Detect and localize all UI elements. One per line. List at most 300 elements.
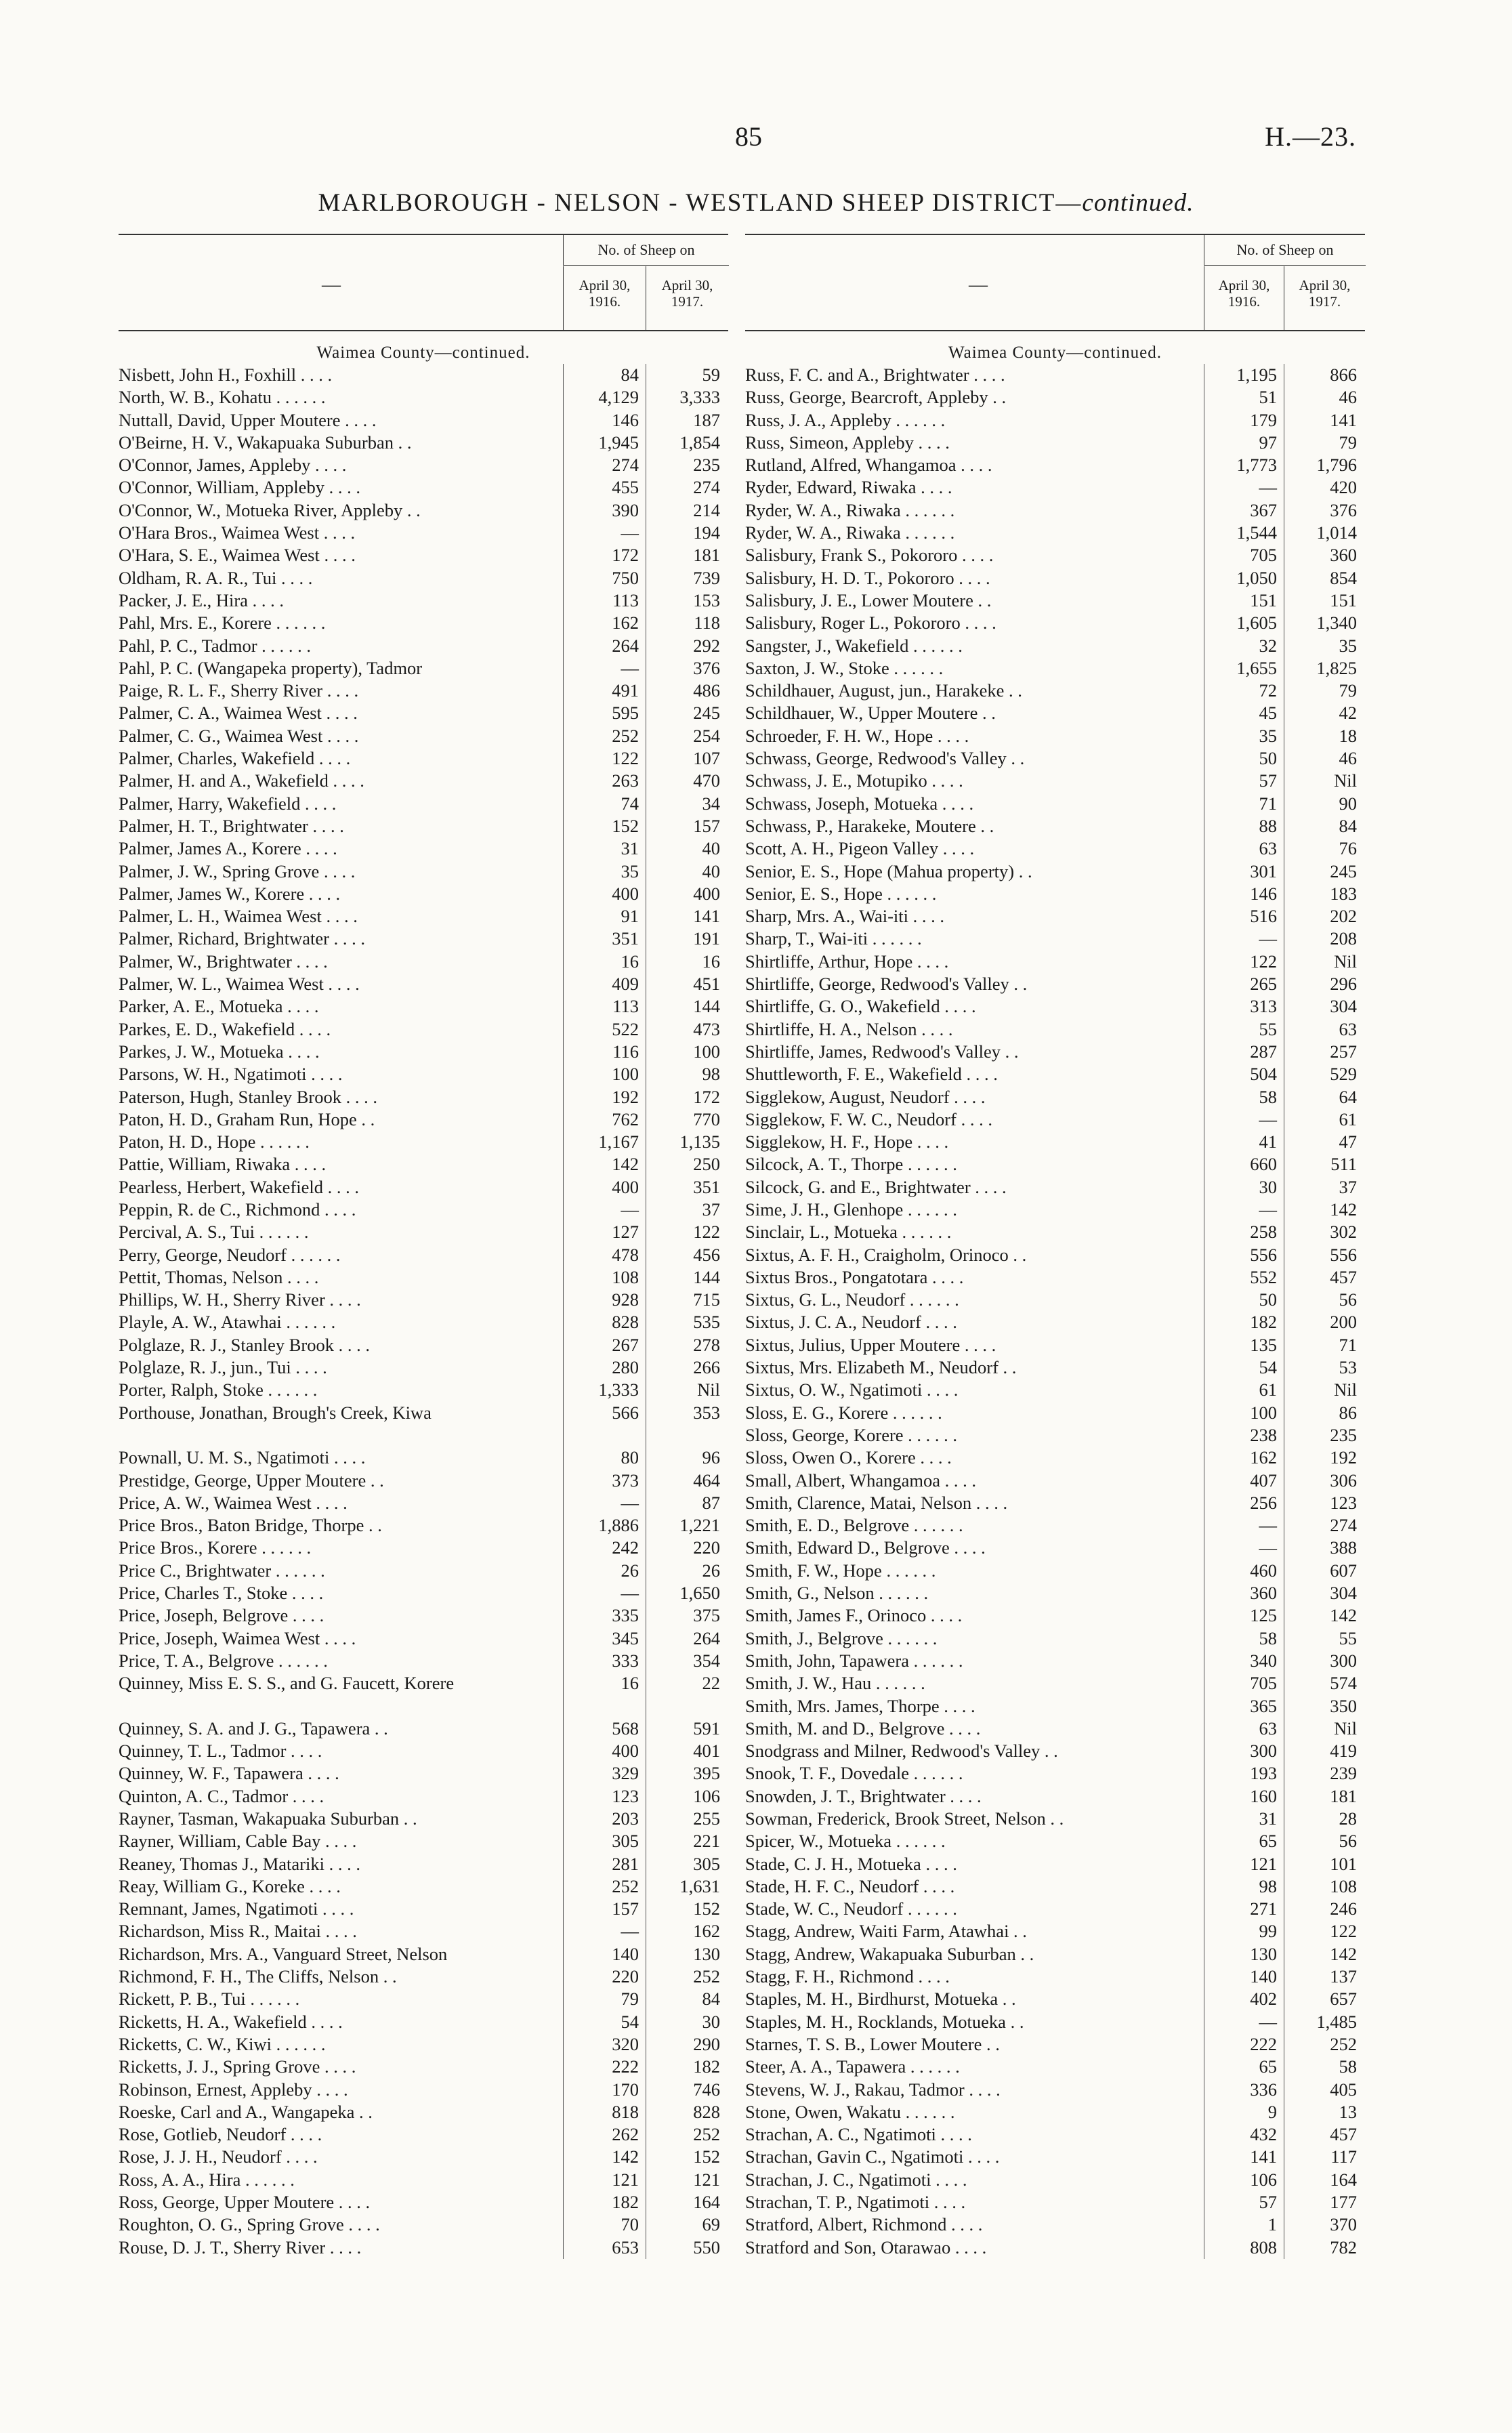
holder-name: Stagg, Andrew, Waiti Farm, Atawhai . .	[745, 1921, 1027, 1942]
sheep-1917: 245	[1330, 860, 1357, 881]
holder-name: Robinson, Ernest, Appleby . . . .	[119, 2079, 348, 2100]
sheep-1917: 739	[693, 567, 720, 588]
sheep-1917: 257	[1330, 1041, 1357, 1062]
holder-name: Smith, John, Tapawera . . . . . .	[745, 1650, 963, 1671]
sheep-1917: 220	[693, 1537, 720, 1558]
table-row	[745, 2101, 1365, 2123]
sheep-1916: 220	[612, 1966, 639, 1987]
holder-name: Percival, A. S., Tui . . . . . .	[119, 1222, 309, 1243]
sheep-1916: 928	[612, 1289, 639, 1310]
holder-name: Shuttleworth, F. E., Wakefield . . . .	[745, 1064, 998, 1085]
sheep-1917: 164	[693, 2192, 720, 2213]
page-number: 85	[735, 121, 762, 152]
table-row	[745, 1153, 1365, 1176]
table-row	[745, 1650, 1365, 1672]
table-row	[745, 1627, 1365, 1650]
holder-name: Russ, George, Bearcroft, Appleby . .	[745, 387, 1007, 408]
table-row	[119, 1334, 728, 1356]
table-row	[119, 1199, 728, 1221]
sheep-1917: Nil	[697, 1379, 720, 1400]
holder-name: Smith, M. and D., Belgrove . . . .	[745, 1718, 981, 1739]
sheep-1917: 30	[702, 2011, 720, 2032]
sheep-1917: 13	[1339, 2101, 1357, 2122]
sheep-1917: 194	[693, 522, 720, 543]
sheep-1917: 40	[702, 838, 720, 859]
sheep-1916: 660	[1250, 1154, 1277, 1175]
holder-name: Palmer, Richard, Brightwater . . . .	[119, 928, 365, 949]
sheep-1917: 101	[1330, 1853, 1357, 1874]
holder-name: Russ, F. C. and A., Brightwater . . . .	[745, 365, 1005, 385]
sheep-1917: 214	[693, 499, 720, 520]
table-row	[745, 544, 1365, 566]
holder-name: Rose, J. J. H., Neudorf . . . .	[119, 2146, 318, 2167]
sheep-1917: 107	[693, 748, 720, 769]
holder-name: Shirtliffe, H. A., Nelson . . . .	[745, 1018, 953, 1039]
sheep-1916: 98	[1259, 1875, 1277, 1896]
sheep-1916: 4,129	[598, 387, 639, 408]
table-row	[745, 499, 1365, 522]
holder-name: Russ, J. A., Appleby . . . . . .	[745, 409, 946, 430]
holder-name: North, W. B., Kohatu . . . . . .	[119, 387, 326, 408]
holder-name: Smith, Mrs. James, Thorpe . . . .	[745, 1695, 975, 1716]
sheep-1916: 151	[1250, 589, 1277, 610]
table-row	[745, 1943, 1365, 1966]
holder-name: Rutland, Alfred, Whangamoa . . . .	[745, 455, 992, 476]
sheep-1916: 1,333	[598, 1379, 639, 1400]
sheep-1917: 183	[1330, 883, 1357, 904]
table-row	[745, 364, 1365, 386]
sheep-1916: —	[1259, 1199, 1277, 1220]
sheep-1917: 486	[693, 680, 720, 701]
right-table	[745, 234, 1365, 2259]
sheep-1917: 511	[1330, 1154, 1357, 1175]
sheep-1916: 116	[612, 1041, 639, 1062]
sheep-1916: 274	[612, 455, 639, 476]
sheep-1917: 354	[693, 1650, 720, 1671]
table-row	[745, 837, 1365, 860]
table-row	[745, 432, 1365, 454]
holder-name: Quinney, T. L., Tadmor . . . .	[119, 1741, 322, 1762]
holder-name: Shirtliffe, Arthur, Hope . . . .	[745, 951, 949, 972]
table-row	[745, 1176, 1365, 1199]
sheep-1916: 373	[612, 1470, 639, 1491]
holder-name: Stagg, Andrew, Wakapuaka Suburban . .	[745, 1943, 1034, 1964]
sheep-1916: —	[621, 1492, 639, 1513]
holder-name: Rayner, William, Cable Bay . . . .	[119, 1831, 357, 1852]
table-row	[745, 995, 1365, 1018]
sheep-1917: 1,340	[1316, 612, 1357, 633]
sheep-1916: 130	[1250, 1943, 1277, 1964]
header-col-1917	[646, 266, 728, 330]
table-row	[119, 1447, 728, 1469]
sheep-1917: 200	[1330, 1312, 1357, 1333]
holder-name: Strachan, T. P., Ngatimoti . . . .	[745, 2192, 966, 2213]
sheep-1916: 84	[621, 365, 639, 385]
holder-name: Sigglekow, F. W. C., Neudorf . . . .	[745, 1108, 992, 1129]
sheep-1916: —	[1259, 1108, 1277, 1129]
holder-name: Salisbury, Roger L., Pokororo . . . .	[745, 612, 996, 633]
table-row	[119, 657, 728, 680]
holder-name: Saxton, J. W., Stoke . . . . . .	[745, 657, 944, 678]
table-row	[745, 1424, 1365, 1447]
table-row	[119, 544, 728, 566]
sheep-1917: 162	[693, 1921, 720, 1942]
table-row	[119, 1356, 728, 1379]
table-row	[745, 1808, 1365, 1830]
sheep-1917: 535	[693, 1312, 720, 1333]
table-row	[745, 1311, 1365, 1333]
sheep-1916: 142	[612, 1154, 639, 1175]
holder-name: Ryder, W. A., Riwaka . . . . . .	[745, 499, 955, 520]
section-heading: Waimea County—continued.	[948, 344, 1162, 362]
sheep-1917: 182	[693, 2056, 720, 2077]
holder-name: Silcock, A. T., Thorpe . . . . . .	[745, 1154, 957, 1175]
sheep-1916: 522	[612, 1018, 639, 1039]
holder-name: Sixtus, J. C. A., Neudorf . . . .	[745, 1312, 957, 1333]
table-row	[119, 928, 728, 950]
sheep-1916: 313	[1250, 996, 1277, 1017]
page-title	[0, 188, 1512, 217]
sheep-1917: 42	[1339, 703, 1357, 724]
sheep-1916: 1,167	[598, 1131, 639, 1152]
sheep-1916: 568	[612, 1718, 639, 1739]
sheep-1916: 252	[612, 725, 639, 746]
holder-name: O'Connor, William, Appleby . . . .	[119, 477, 360, 498]
holder-name: Stratford and Son, Otarawao . . . .	[745, 2237, 987, 2258]
holder-name: Parkes, E. D., Wakefield . . . .	[119, 1018, 331, 1039]
table-row	[745, 1853, 1365, 1875]
table-row	[745, 1740, 1365, 1762]
holder-name: Roughton, O. G., Spring Grove . . . .	[119, 2214, 380, 2235]
sheep-1916: 51	[1259, 387, 1277, 408]
holder-name: Sixtus, Mrs. Elizabeth M., Neudorf . .	[745, 1357, 1017, 1378]
table-row	[745, 860, 1365, 883]
table-row	[119, 1311, 728, 1333]
sheep-1916: 263	[612, 770, 639, 791]
holder-name: Stade, H. F. C., Neudorf . . . .	[745, 1875, 955, 1896]
table-row	[119, 1560, 728, 1582]
holder-name: Sixtus Bros., Pongatotara . . . .	[745, 1266, 964, 1287]
table-row	[745, 928, 1365, 950]
holder-name: Smith, J., Belgrove . . . . . .	[745, 1627, 938, 1648]
table-row	[119, 2169, 728, 2191]
holder-name: Pahl, P. C., Tadmor . . . . . .	[119, 635, 312, 656]
holder-name: Phillips, W. H., Sherry River . . . .	[119, 1289, 361, 1310]
right-rows	[745, 364, 1365, 2259]
table-row	[119, 1470, 728, 1492]
sheep-1916: 360	[1250, 1583, 1277, 1604]
sheep-1917: 137	[1330, 1966, 1357, 1987]
sheep-1917: 255	[693, 1808, 720, 1829]
title-continued: continued.	[1082, 189, 1194, 217]
holder-name: Price, Joseph, Belgrove . . . .	[119, 1605, 324, 1626]
sheep-1917: 550	[693, 2237, 720, 2258]
holder-name: O'Connor, James, Appleby . . . .	[119, 455, 347, 476]
table-row	[745, 1492, 1365, 1514]
table-row	[119, 1582, 728, 1604]
table-row	[745, 725, 1365, 747]
sheep-1917: 192	[1330, 1447, 1357, 1468]
sheep-1916: 252	[612, 1875, 639, 1896]
table-row	[119, 409, 728, 432]
table-row	[745, 1447, 1365, 1469]
table-row	[745, 1582, 1365, 1604]
holder-name: Rickett, P. B., Tui . . . . . .	[119, 1989, 300, 2010]
holder-name: Steer, A. A., Tapawera . . . . . .	[745, 2056, 960, 2077]
sheep-1916: 504	[1250, 1064, 1277, 1085]
sheep-1916: 367	[1250, 499, 1277, 520]
table-row	[745, 2033, 1365, 2056]
table-row	[119, 1018, 728, 1041]
sheep-1917: 76	[1339, 838, 1357, 859]
holder-name: Stade, W. C., Neudorf . . . . . .	[745, 1898, 957, 1919]
sheep-1916: 16	[621, 1673, 639, 1694]
table-row	[119, 454, 728, 476]
sheep-1916: —	[1259, 928, 1277, 949]
sheep-1917: 457	[1330, 1266, 1357, 1287]
header-col-1917	[1284, 266, 1365, 330]
sheep-1916: 432	[1250, 2124, 1277, 2145]
holder-name: Quinney, Miss E. S. S., and G. Faucett, Korere	[119, 1673, 455, 1694]
table-row	[745, 1063, 1365, 1085]
table-row	[745, 747, 1365, 770]
sheep-1917: 866	[1330, 365, 1357, 385]
table-row	[119, 815, 728, 837]
sheep-1917: 123	[1330, 1492, 1357, 1513]
sheep-1917: 84	[1339, 815, 1357, 836]
sheep-1916: 1,655	[1236, 657, 1277, 678]
holder-name: Salisbury, H. D. T., Pokororo . . . .	[745, 567, 990, 588]
sheep-1917: 191	[693, 928, 720, 949]
sheep-1917: 59	[702, 365, 720, 385]
left-table	[119, 234, 728, 2259]
sheep-1916: 407	[1250, 1470, 1277, 1491]
table-row	[119, 432, 728, 454]
table-row	[119, 860, 728, 883]
sheep-1917: 164	[1330, 2169, 1357, 2190]
sheep-1916: 400	[612, 883, 639, 904]
title-main: MARLBOROUGH - NELSON - WESTLAND SHEEP DISTRICT—	[318, 189, 1083, 217]
sheep-1916: 45	[1259, 703, 1277, 724]
table-row	[745, 1966, 1365, 1988]
sheep-1916: 818	[612, 2101, 639, 2122]
table-row	[745, 1785, 1365, 1808]
sheep-1917: 98	[702, 1064, 720, 1085]
table-row	[119, 1830, 728, 1852]
holder-name: Schroeder, F. H. W., Hope . . . .	[745, 725, 969, 746]
table-row	[119, 1740, 728, 1762]
table-row	[119, 2123, 728, 2146]
holder-name: Sixtus, Julius, Upper Moutere . . . .	[745, 1334, 996, 1355]
holder-name: Rose, Gotlieb, Neudorf . . . .	[119, 2124, 322, 2145]
sheep-1917: 221	[693, 1831, 720, 1852]
holder-name: Price, Charles T., Stoke . . . .	[119, 1583, 324, 1604]
sheep-1916: 54	[1259, 1357, 1277, 1378]
document-reference: H.—23.	[1265, 121, 1356, 152]
holder-name: Smith, Clarence, Matai, Nelson . . . .	[745, 1492, 1008, 1513]
holder-name: Sloss, Owen O., Korere . . . .	[745, 1447, 952, 1468]
holder-name: Sinclair, L., Motueka . . . . . .	[745, 1222, 952, 1243]
sheep-1916: 70	[621, 2214, 639, 2235]
sheep-1917: 854	[1330, 567, 1357, 588]
holder-name: Nisbett, John H., Foxhill . . . .	[119, 365, 333, 385]
sheep-1916: —	[621, 1921, 639, 1942]
sheep-1916: —	[621, 522, 639, 543]
holder-name: Strachan, A. C., Ngatimoti . . . .	[745, 2124, 972, 2145]
sheep-1917: 292	[693, 635, 720, 656]
sheep-1917: 47	[1339, 1131, 1357, 1152]
table-row	[745, 522, 1365, 544]
sheep-1917: Nil	[1334, 951, 1357, 972]
sheep-1916: 140	[1250, 1966, 1277, 1987]
sheep-1916: 365	[1250, 1695, 1277, 1716]
sheep-1917: 405	[1330, 2079, 1357, 2100]
sheep-1917: 144	[693, 1266, 720, 1287]
table-row	[119, 1627, 728, 1650]
sheep-1916: 336	[1250, 2079, 1277, 2100]
holder-name: Schwass, P., Harakeke, Moutere . .	[745, 815, 994, 836]
sheep-1916: 99	[1259, 1921, 1277, 1942]
table-row	[745, 905, 1365, 928]
sheep-1916: 80	[621, 1447, 639, 1468]
holder-name: Oldham, R. A. R., Tui . . . .	[119, 567, 313, 588]
table-row	[745, 476, 1365, 499]
sheep-1916: 300	[1250, 1741, 1277, 1762]
sheep-1916: 65	[1259, 2056, 1277, 2077]
sheep-1917: 1,796	[1316, 455, 1357, 476]
sheep-1917: 419	[1330, 1741, 1357, 1762]
table-row	[119, 1402, 728, 1447]
sheep-1917: 1,135	[679, 1131, 720, 1152]
sheep-1916: 54	[621, 2011, 639, 2032]
table-row	[119, 1086, 728, 1108]
sheep-1916: 265	[1250, 974, 1277, 995]
sheep-1916: 9	[1267, 2101, 1277, 2122]
holder-name: Palmer, James W., Korere . . . .	[119, 883, 341, 904]
holder-name: Stevens, W. J., Rakau, Tadmor . . . .	[745, 2079, 1001, 2100]
sheep-1917: 151	[1330, 589, 1357, 610]
sheep-1917: 37	[702, 1199, 720, 1220]
sheep-1916: 31	[621, 838, 639, 859]
sheep-1916: 65	[1259, 1831, 1277, 1852]
table-row	[119, 770, 728, 792]
table-row	[119, 1108, 728, 1131]
sheep-1917: 40	[702, 860, 720, 881]
table-row	[119, 386, 728, 409]
sheep-1916: 146	[1250, 883, 1277, 904]
sheep-1916: 74	[621, 793, 639, 814]
table-row	[119, 2237, 728, 2259]
sheep-1917: 350	[1330, 1695, 1357, 1716]
holder-name: Sloss, E. G., Korere . . . . . .	[745, 1402, 942, 1423]
table-row	[119, 747, 728, 770]
table-row	[745, 2169, 1365, 2191]
sheep-1916: 32	[1259, 635, 1277, 656]
holder-name: Smith, G., Nelson . . . . . .	[745, 1583, 929, 1604]
sheep-1916: 121	[1250, 1853, 1277, 1874]
holder-name: O'Hara Bros., Waimea West . . . .	[119, 522, 356, 543]
sheep-1916: 35	[1259, 725, 1277, 746]
sheep-1916: 409	[612, 974, 639, 995]
sheep-1916: 390	[612, 499, 639, 520]
table-row	[119, 1672, 728, 1718]
sheep-1916: 16	[621, 951, 639, 972]
sheep-1917: Nil	[1334, 770, 1357, 791]
holder-name: Rouse, D. J. T., Sherry River . . . .	[119, 2237, 362, 2258]
sheep-1916: 242	[612, 1537, 639, 1558]
sheep-1917: 300	[1330, 1650, 1357, 1671]
sheep-1916: 26	[621, 1560, 639, 1581]
sheep-1917: 274	[693, 477, 720, 498]
table-row	[119, 1176, 728, 1199]
sheep-1916: 172	[612, 545, 639, 566]
sheep-1917: 607	[1330, 1560, 1357, 1581]
sheep-1917: 63	[1339, 1018, 1357, 1039]
holder-name: O'Connor, W., Motueka River, Appleby . .	[119, 499, 421, 520]
sheep-1916: 157	[612, 1898, 639, 1919]
sheep-1917: 142	[1330, 1943, 1357, 1964]
sheep-1916: 121	[612, 2169, 639, 2190]
table-row	[745, 567, 1365, 589]
holder-name: Shirtliffe, George, Redwood's Valley . .	[745, 974, 1028, 995]
sheep-1917: 375	[693, 1605, 720, 1626]
sheep-1916: —	[621, 657, 639, 678]
table-row	[745, 1108, 1365, 1131]
sheep-1917: 26	[702, 1560, 720, 1581]
sheep-1916: 162	[1250, 1447, 1277, 1468]
sheep-1916: 108	[612, 1266, 639, 1287]
sheep-1917: 1,650	[679, 1583, 720, 1604]
holder-name: Sharp, Mrs. A., Wai-iti . . . .	[745, 906, 945, 927]
holder-name: Sharp, T., Wai-iti . . . . . .	[745, 928, 922, 949]
sheep-1917: 100	[693, 1041, 720, 1062]
sheep-1917: 302	[1330, 1222, 1357, 1243]
holder-name: Sigglekow, August, Neudorf . . . .	[745, 1086, 986, 1107]
sheep-1916: —	[1259, 477, 1277, 498]
sheep-1917: 46	[1339, 748, 1357, 769]
table-row	[745, 1470, 1365, 1492]
sheep-1916: 123	[612, 1785, 639, 1806]
holder-name: Starnes, T. S. B., Lower Moutere . .	[745, 2033, 1000, 2054]
sheep-1917: 296	[1330, 974, 1357, 995]
holder-name: Senior, E. S., Hope (Mahua property) . .	[745, 860, 1032, 881]
sheep-1917: 96	[702, 1447, 720, 1468]
table-row	[745, 1762, 1365, 1785]
sheep-1917: 376	[693, 657, 720, 678]
sheep-1916: 320	[612, 2033, 639, 2054]
table-row	[745, 1086, 1365, 1108]
table-row	[745, 1018, 1365, 1041]
holder-name: Russ, Simeon, Appleby . . . .	[745, 432, 950, 453]
holder-name: Sime, J. H., Glenhope . . . . . .	[745, 1199, 957, 1220]
sheep-1916: 262	[612, 2124, 639, 2145]
header-group-label: No. of Sheep on	[563, 235, 729, 266]
table-row	[745, 2237, 1365, 2259]
sheep-1916: 58	[1259, 1086, 1277, 1107]
sheep-1916: 335	[612, 1605, 639, 1626]
table-row	[745, 1244, 1365, 1266]
holder-name: Spicer, W., Motueka . . . . . .	[745, 1831, 946, 1852]
sheep-1916: 1,544	[1236, 522, 1277, 543]
sheep-1917: 1,221	[679, 1515, 720, 1536]
table-row	[119, 1762, 728, 1785]
holder-name: Snodgrass and Milner, Redwood's Valley . .	[745, 1741, 1058, 1762]
holder-name: Quinton, A. C., Tadmor . . . .	[119, 1785, 324, 1806]
sheep-1917: 1,014	[1316, 522, 1357, 543]
table-row	[119, 567, 728, 589]
holder-name: Silcock, G. and E., Brightwater . . . .	[745, 1176, 1007, 1197]
sheep-1917: 86	[1339, 1402, 1357, 1423]
